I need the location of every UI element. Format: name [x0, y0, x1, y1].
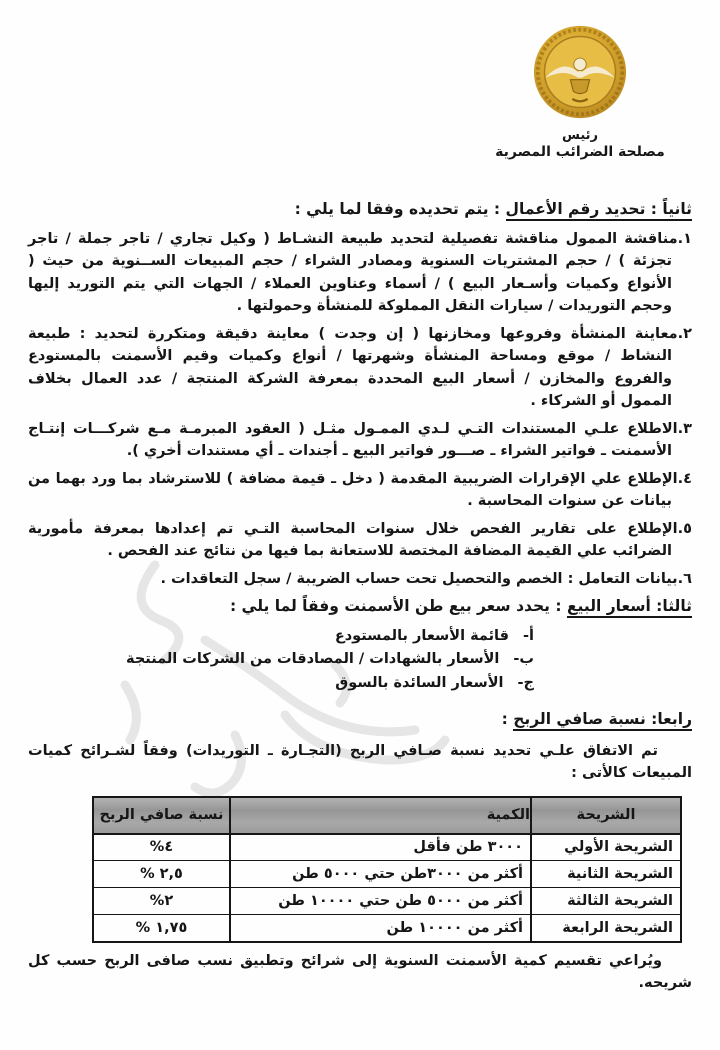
table-footnote: ويُراعي تقسيم كمية الأسمنت السنوية إلى شرائح وتطبيق نسب صافى الربح حسب كل شريحه. — [28, 952, 692, 991]
section4-heading-title: رابعا: نسبة صافي الربح — [513, 710, 692, 731]
quantity-cell: أكثر من ٥٠٠٠ طن حتي ١٠٠٠٠ طن — [230, 888, 531, 915]
profit-rate-cell: ٤% — [93, 834, 230, 861]
section2-item-2: ٢.معاينة المنشأة وفروعها ومخازنها ( إن وجدت ) معاينة دقيقة ومتكررة لتحديد : طبيعة النشاط / موقع ومساحة المنشأة وشهرتها / أنواع وكميات وقيم الأسمنت بالمستودع والفروع والمخازن / أسعار البيع المحددة بمعرفة الشركة المنتجة / عدد العمال بخلاف الممول أو الشركاء . — [28, 325, 692, 409]
section4-heading-rest: : — [501, 710, 508, 728]
quantity-cell: أكثر من ٣٠٠٠طن حتي ٥٠٠٠ طن — [230, 861, 531, 888]
section2-item-5: ٥.الإطلاع على تقارير الفحص خلال سنوات المحاسبة التـي تم إعدادها بمعرفة مأمورية الضرائب علي القيمة المضافة المختصة للاستعانة بما فيها من نتائج عند الفحص . — [28, 520, 692, 559]
document-body — [28, 198, 692, 995]
seal-caption-authority: مصلحة الضرائب المصرية — [495, 144, 665, 160]
quantity-cell: ٣٠٠٠ طن فأقل — [230, 834, 531, 861]
section2-heading — [28, 198, 692, 221]
tier-cell: الشريحة الأولي — [531, 834, 681, 861]
profit-rate-table — [92, 796, 682, 943]
table-row — [93, 915, 681, 942]
egypt-eagle-gold-seal-icon — [532, 24, 628, 120]
tier-cell: الشريحة الرابعة — [531, 915, 681, 942]
profit-rate-cell: ١,٧٥ % — [93, 915, 230, 942]
section4-paragraph: تم الاتفاق علـي تحديد نسبة صـافي الربح (التجـارة ـ التوريدات) وفقاً لشـرائح كميات المبيعات كالأتى : — [28, 742, 692, 781]
table-header-tier: الشريحة — [531, 797, 681, 834]
item-letter: ج- — [517, 674, 534, 691]
price-source-item-c — [28, 672, 692, 695]
table-header-row — [93, 797, 681, 834]
section3-heading-title: ثالثا: أسعار البيع — [567, 597, 692, 618]
section2-item-4: ٤.الإطلاع علي الإقرارات الضريبية المقدمة ( دخل ـ قيمة مضافة ) للاسترشاد بما ورد بهما من بيانات عن سنوات المحاسبة . — [28, 470, 692, 509]
tier-cell: الشريحة الثالثة — [531, 888, 681, 915]
authority-seal-block — [480, 24, 680, 160]
table-row — [93, 861, 681, 888]
section2-item-6: ٦.بيانات التعامل : الخصم والتحصيل تحت حساب الضريبة / سجل التعاقدات . — [160, 570, 692, 587]
profit-rate-cell: ٢% — [93, 888, 230, 915]
section2-heading-rest: : يتم تحديده وفقا لما يلي : — [294, 200, 501, 218]
table-row — [93, 888, 681, 915]
tier-cell: الشريحة الثانية — [531, 861, 681, 888]
section3-heading-rest: : يحدد سعر بيع طن الأسمنت وفقاً لما يلي : — [229, 597, 562, 615]
item-text: قائمة الأسعار بالمستودع — [334, 627, 509, 644]
price-source-item-a — [28, 625, 692, 648]
section3-heading — [28, 595, 692, 618]
price-source-item-b — [28, 648, 692, 671]
item-letter: أ- — [523, 627, 534, 644]
section2-item-3: ٣.الاطلاع علـي المستندات التـي لـدي الممـول مثـل ( العقود المبرمـة مـع شركـــات إنتـاج الأسمنت ـ فواتير الشراء ـ صـــور فواتير البيع ـ أجندات ـ أي مستندات أخري ). — [28, 420, 692, 459]
section2-heading-title: ثانياً : تحديد رقم الأعمال — [506, 200, 692, 221]
profit-rate-cell: ٢,٥ % — [93, 861, 230, 888]
section2-item-1: ١.مناقشة الممول مناقشة تفصيلية لتحديد طبيعة النشـاط ( وكيل تجاري / تاجر جملة / تاجر تجزئة ) / حجم المشتريات السنوية ومصادر الشراء / حجم المبيعات الســنوية من حيث ( الأنواع وكميات وأسـعار البيع ) / أسماء وعناوين العملاء / الجهات التي يتم التوريد إليها وحجم التوريدات / سيارات النقل المملوكة للمنشأة وحمولتها . — [28, 230, 692, 314]
section4-heading — [28, 708, 692, 731]
item-letter: ب- — [513, 651, 534, 667]
table-header-quantity: الكمية — [230, 797, 531, 834]
table-row — [93, 834, 681, 861]
item-text: الأسعار السائدة بالسوق — [335, 674, 504, 691]
item-text: الأسعار بالشهادات / المصادقات من الشركات المنتجة — [126, 651, 500, 667]
table-header-profit-rate: نسبة صافي الربح — [93, 797, 230, 834]
quantity-cell: أكثر من ١٠٠٠٠ طن — [230, 915, 531, 942]
seal-caption-title: رئيس — [561, 128, 599, 143]
